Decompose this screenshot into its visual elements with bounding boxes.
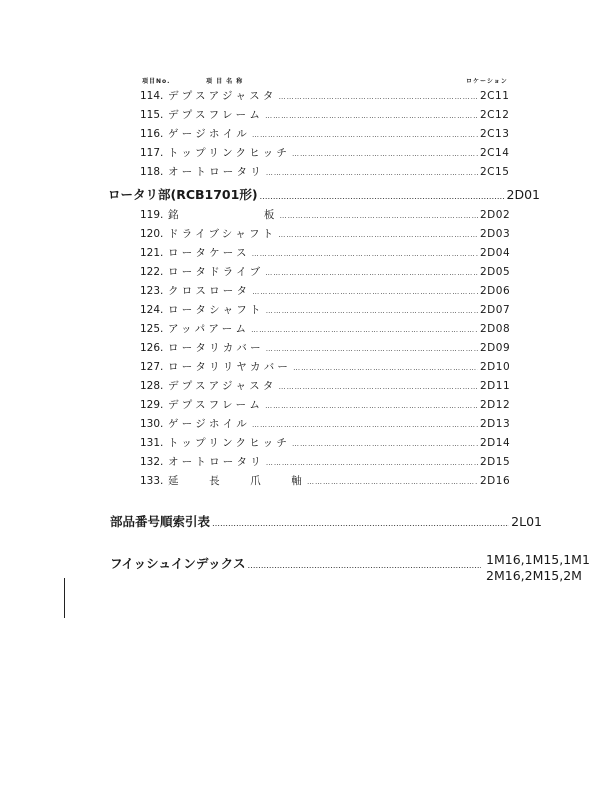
list-item <box>140 145 540 161</box>
section-parts-index <box>110 512 542 530</box>
leader-dots <box>266 307 478 315</box>
item-name: ドライブシャフト <box>168 228 277 240</box>
list-item <box>140 416 540 432</box>
item-number: 117. <box>140 147 164 159</box>
item-name: ロータシャフト <box>168 304 264 316</box>
item-number: 123. <box>140 285 164 297</box>
item-name: ゲージホイル <box>168 128 250 140</box>
item-name: トップリンクヒッチ <box>168 147 291 159</box>
item-number: 114. <box>140 90 164 102</box>
section-rotary <box>108 185 540 203</box>
leader-dots <box>252 421 478 429</box>
section-title: フイッシュインデックス <box>110 556 246 571</box>
leader-dots <box>265 269 478 277</box>
item-location: 2D12 <box>480 399 511 411</box>
item-number: 129. <box>140 399 164 411</box>
item-number: 120. <box>140 228 164 240</box>
item-number: 115. <box>140 109 164 121</box>
item-number: 118. <box>140 166 164 178</box>
item-location: 2D13 <box>480 418 511 430</box>
item-name: 延 長 爪 軸 <box>168 475 305 487</box>
list-item <box>140 264 540 280</box>
list-item <box>140 283 540 299</box>
item-name: ロータドライブ <box>168 266 264 278</box>
list-item <box>140 378 540 394</box>
leader-dots <box>266 459 478 467</box>
item-location: 2C15 <box>480 166 510 178</box>
item-location: 2D10 <box>480 361 511 373</box>
item-location: 2D14 <box>480 437 511 449</box>
item-number: 124. <box>140 304 164 316</box>
list-item <box>140 88 540 104</box>
leader-dots <box>265 402 478 410</box>
list-item <box>140 473 540 489</box>
leader-dots <box>280 212 478 220</box>
item-number: 127. <box>140 361 164 373</box>
leader-dots <box>266 169 478 177</box>
section-title: ロータリ部(RCB1701形) <box>108 187 258 202</box>
leader-dots <box>307 478 478 486</box>
item-name: 銘 板 <box>168 209 278 221</box>
list-item <box>140 207 540 223</box>
item-location: 2C11 <box>480 90 510 102</box>
item-name: オートロータリ <box>168 456 264 468</box>
item-number: 121. <box>140 247 164 259</box>
item-number: 119. <box>140 209 164 221</box>
leader-dots <box>292 440 478 448</box>
section-title: 部品番号順索引表 <box>110 514 211 529</box>
item-name: ロータケース <box>168 247 250 259</box>
item-number: 132. <box>140 456 164 468</box>
header-item-no: 項目No. <box>142 78 171 85</box>
leader-dots <box>279 383 478 391</box>
list-item <box>140 302 540 318</box>
list-item <box>140 226 540 242</box>
item-number: 131. <box>140 437 164 449</box>
list-item <box>140 340 540 356</box>
item-name: トップリンクヒッチ <box>168 437 291 449</box>
header-item-name: 項 目 名 称 <box>206 78 244 85</box>
item-location: 2C13 <box>480 128 510 140</box>
header-location: ロケーション <box>466 78 508 85</box>
item-name: デプスアジャスタ <box>168 90 277 102</box>
item-location: 2D04 <box>480 247 511 259</box>
list-item <box>140 454 540 470</box>
leader-dots <box>212 519 509 528</box>
item-location: 2D07 <box>480 304 511 316</box>
leader-dots <box>260 192 505 201</box>
leader-dots <box>265 112 478 120</box>
list-item <box>140 126 540 142</box>
item-name: デプスフレーム <box>168 399 264 411</box>
item-location: 2D15 <box>480 456 511 468</box>
leader-dots <box>293 364 478 372</box>
leader-dots <box>266 345 478 353</box>
item-location: 2D02 <box>480 209 511 221</box>
list-item <box>140 359 540 375</box>
fish-index-location-line-2: 2M16,2M15,2M <box>486 568 582 583</box>
list-item <box>140 397 540 413</box>
list-item <box>140 107 540 123</box>
item-location: 2D06 <box>480 285 511 297</box>
item-name: デプスアジャスタ <box>168 380 277 392</box>
item-number: 130. <box>140 418 164 430</box>
leader-dots <box>279 93 478 101</box>
item-name: オートロータリ <box>168 166 264 178</box>
item-name: ゲージホイル <box>168 418 250 430</box>
section-location: 2D01 <box>506 187 540 202</box>
section-fish-index <box>110 554 483 572</box>
leader-dots <box>251 326 478 334</box>
section-location: 2L01 <box>511 514 542 529</box>
list-item <box>140 321 540 337</box>
item-location: 2D08 <box>480 323 511 335</box>
leader-dots <box>252 288 478 296</box>
leader-dots <box>252 250 478 258</box>
item-number: 116. <box>140 128 164 140</box>
item-number: 128. <box>140 380 164 392</box>
leader-dots <box>248 561 481 570</box>
item-number: 125. <box>140 323 164 335</box>
item-name: デプスフレーム <box>168 109 264 121</box>
leader-dots <box>252 131 478 139</box>
item-location: 2D03 <box>480 228 511 240</box>
list-item <box>140 245 540 261</box>
fish-index-location-line-1: 1M16,1M15,1M1 <box>486 552 590 567</box>
leader-dots <box>278 231 478 239</box>
item-number: 133. <box>140 475 164 487</box>
item-location: 2C14 <box>480 147 510 159</box>
fish-index-locations <box>486 552 590 584</box>
item-location: 2C12 <box>480 109 510 121</box>
item-name: クロスロータ <box>168 285 251 297</box>
item-location: 2D05 <box>480 266 511 278</box>
margin-rule-line <box>64 578 65 618</box>
item-name: アッパアーム <box>168 323 250 335</box>
list-item <box>140 435 540 451</box>
item-number: 122. <box>140 266 164 278</box>
item-location: 2D16 <box>480 475 511 487</box>
item-location: 2D09 <box>480 342 511 354</box>
item-location: 2D11 <box>480 380 511 392</box>
item-name: ロータリリヤカバー <box>168 361 292 373</box>
leader-dots <box>292 150 478 158</box>
item-number: 126. <box>140 342 164 354</box>
list-item <box>140 164 540 180</box>
item-name: ロータリカバー <box>168 342 264 354</box>
